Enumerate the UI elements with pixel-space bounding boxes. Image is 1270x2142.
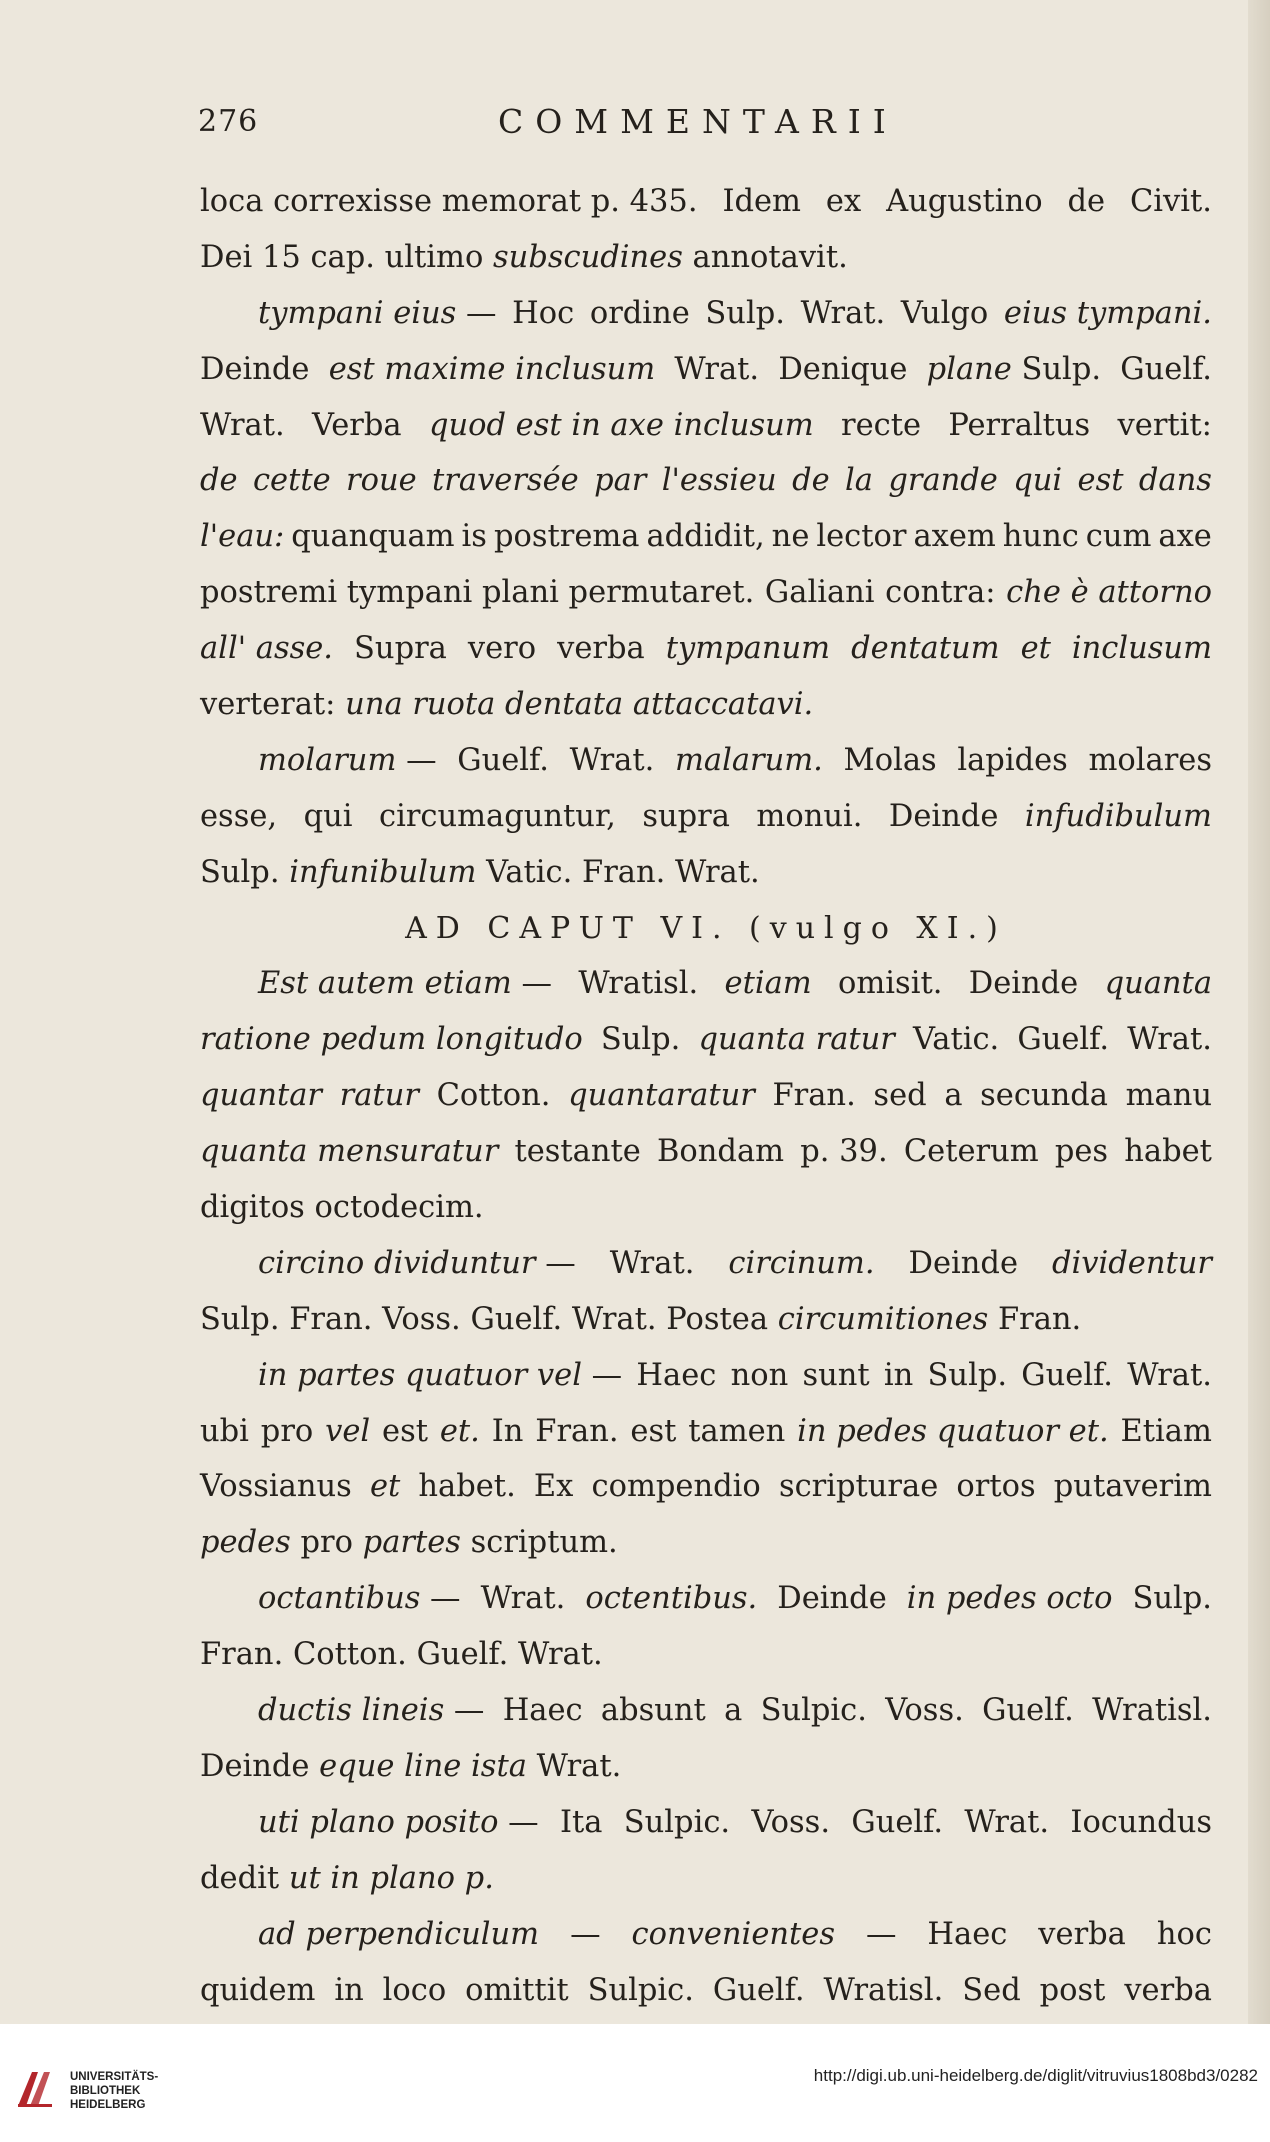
word: ortos bbox=[956, 1469, 1036, 1505]
word: Fran. Cotton. Guelf. Wrat. bbox=[200, 1637, 603, 1673]
text-line bbox=[200, 1404, 1212, 1460]
running-title: COMMENTARII bbox=[498, 102, 898, 141]
word: habet bbox=[1124, 1134, 1212, 1170]
word: molarum — bbox=[258, 742, 437, 778]
word: dividentur bbox=[1052, 1245, 1212, 1281]
word: Guelf. bbox=[1017, 1022, 1110, 1058]
word: hoc bbox=[1156, 1916, 1212, 1952]
word: non bbox=[730, 1357, 789, 1393]
word: una ruota dentata attaccatavi. bbox=[345, 687, 814, 723]
library-name-line3: HEIDELBERG bbox=[70, 2099, 146, 2111]
word: eius tympani. bbox=[1003, 295, 1212, 331]
word: par bbox=[594, 463, 647, 499]
word: etiam bbox=[724, 966, 812, 1002]
word: Galiani bbox=[764, 575, 875, 611]
text-line bbox=[200, 286, 1212, 342]
word: in bbox=[334, 1972, 364, 2008]
word: Sulp. bbox=[927, 1357, 1008, 1393]
word: est bbox=[382, 1413, 428, 1449]
word: omittit bbox=[465, 1972, 569, 2008]
word: quanta mensuratur bbox=[200, 1134, 499, 1170]
word: eque line ista bbox=[319, 1748, 527, 1784]
word: cum bbox=[1085, 519, 1152, 555]
word: manu bbox=[1125, 1078, 1212, 1114]
word: pes bbox=[1054, 1134, 1109, 1170]
word: supra bbox=[642, 798, 730, 834]
word: lapides bbox=[957, 742, 1068, 778]
word: Wratisl. bbox=[823, 1972, 944, 2008]
word: uti plano posito — bbox=[258, 1804, 539, 1840]
word: l'eau: bbox=[200, 519, 285, 555]
university-library-logo-icon bbox=[14, 2066, 58, 2110]
word: vel bbox=[325, 1413, 371, 1449]
word: Guelf. bbox=[851, 1804, 944, 1840]
word: recte bbox=[841, 407, 922, 443]
word: la bbox=[845, 463, 873, 499]
word: convenientes bbox=[631, 1916, 835, 1952]
word: compendio bbox=[591, 1469, 761, 1505]
text-line bbox=[200, 1515, 1212, 1571]
word: ne bbox=[771, 519, 810, 555]
word: octantibus — bbox=[258, 1581, 461, 1617]
word: annotavit. bbox=[682, 239, 848, 275]
footer-bar bbox=[0, 2024, 1270, 2142]
page-number: 276 bbox=[198, 104, 259, 139]
word: plane Sulp. bbox=[926, 351, 1102, 387]
word: testante bbox=[514, 1134, 641, 1170]
text-line bbox=[200, 1068, 1212, 1124]
word: in pedes octo bbox=[906, 1581, 1113, 1617]
word: omisit. bbox=[838, 966, 943, 1002]
word: secunda bbox=[980, 1078, 1108, 1114]
word: subscudines bbox=[493, 239, 683, 275]
word: Verba bbox=[312, 407, 402, 443]
text-line bbox=[200, 845, 1212, 901]
word: Hoc bbox=[512, 295, 575, 331]
word: verterat: bbox=[200, 687, 346, 723]
word: Vatic. Fran. Wrat. bbox=[476, 854, 760, 890]
word: Fran. bbox=[772, 1078, 856, 1114]
word: putaverim bbox=[1053, 1469, 1212, 1505]
word: a bbox=[724, 1693, 743, 1729]
word: de bbox=[200, 463, 238, 499]
word: in partes quatuor vel — bbox=[258, 1357, 623, 1393]
word: Deinde bbox=[888, 798, 999, 834]
word: Haec bbox=[636, 1357, 717, 1393]
word: Est autem etiam — bbox=[258, 966, 552, 1002]
word: ratione pedum longitudo bbox=[200, 1022, 583, 1058]
word: traversée bbox=[432, 463, 579, 499]
word: Etiam bbox=[1120, 1413, 1212, 1449]
word: Wrat. bbox=[1127, 1022, 1212, 1058]
word: Ceterum bbox=[903, 1134, 1039, 1170]
word: pro bbox=[290, 1525, 363, 1561]
word: Iocundus bbox=[1070, 1804, 1212, 1840]
page-edge-shadow bbox=[1248, 0, 1270, 2024]
word: loco bbox=[382, 1972, 447, 2008]
word: monui. bbox=[756, 798, 863, 834]
word: circino dividuntur — bbox=[258, 1245, 576, 1281]
word: quantar bbox=[200, 1078, 323, 1114]
text-line bbox=[200, 733, 1212, 789]
word: — bbox=[865, 1916, 897, 1952]
word: Supra bbox=[354, 631, 447, 667]
word: ad perpendiculum bbox=[258, 1916, 540, 1952]
word: Bondam bbox=[657, 1134, 785, 1170]
word: Sulp. bbox=[705, 295, 785, 331]
word: Ex bbox=[533, 1469, 574, 1505]
word: postremi tympani plani permutaret. bbox=[200, 575, 755, 611]
text-line bbox=[200, 1683, 1212, 1739]
word: dedit bbox=[200, 1860, 289, 1896]
word: Deinde bbox=[968, 966, 1079, 1002]
word: verba bbox=[1038, 1916, 1126, 1952]
word: Wrat. bbox=[964, 1804, 1050, 1840]
word: quantaratur bbox=[568, 1078, 755, 1114]
word: Sed bbox=[962, 1972, 1021, 2008]
word: quanta bbox=[1104, 966, 1212, 1002]
word: Sulp. Fran. Voss. Guelf. Wrat. Postea bbox=[200, 1301, 778, 1337]
text-line bbox=[200, 1459, 1212, 1515]
word: digitos octodecim. bbox=[200, 1190, 484, 1226]
word: grande bbox=[888, 463, 998, 499]
text-line bbox=[200, 398, 1212, 454]
word: dentatum bbox=[851, 631, 1000, 667]
word: Deinde bbox=[908, 1245, 1019, 1281]
word: verba bbox=[1124, 1972, 1212, 2008]
word: Vatic. bbox=[913, 1022, 1000, 1058]
word: quanquam bbox=[291, 519, 455, 555]
word: Ita bbox=[559, 1804, 603, 1840]
word: de bbox=[792, 463, 830, 499]
word: ubi bbox=[200, 1413, 249, 1449]
word: circumaguntur, bbox=[378, 798, 616, 834]
word: Dei 15 cap. ultimo bbox=[200, 239, 494, 275]
word: octentibus. bbox=[585, 1581, 758, 1617]
source-url-link[interactable]: http://digi.ub.uni-heidelberg.de/diglit/vitruvius1808bd3/0282 bbox=[813, 2066, 1258, 2085]
text-line bbox=[200, 1012, 1212, 1068]
word: de bbox=[1067, 184, 1106, 219]
word: infudibulum bbox=[1024, 798, 1212, 834]
word: absunt bbox=[600, 1693, 706, 1729]
word: ex bbox=[825, 184, 862, 219]
word: dans bbox=[1138, 463, 1212, 499]
text-line bbox=[200, 1571, 1212, 1627]
word: habet. bbox=[418, 1469, 516, 1505]
text-line bbox=[200, 1292, 1212, 1348]
word: Wrat. bbox=[200, 407, 285, 443]
word: Cotton. bbox=[436, 1078, 551, 1114]
word: tympani eius — bbox=[258, 295, 497, 331]
word: Haec bbox=[502, 1693, 583, 1729]
text-line bbox=[200, 1236, 1212, 1292]
word: Guelf. bbox=[1021, 1357, 1113, 1393]
text-line bbox=[200, 1124, 1212, 1180]
word: pro bbox=[260, 1413, 314, 1449]
word: Perraltus bbox=[948, 407, 1091, 443]
word: Deinde bbox=[200, 1748, 320, 1784]
word: Augustino bbox=[886, 184, 1043, 219]
commentary-text bbox=[200, 174, 1212, 2018]
word: hunc bbox=[1002, 519, 1079, 555]
word: qui bbox=[1013, 463, 1063, 499]
text-line bbox=[200, 1348, 1212, 1404]
word: et bbox=[1020, 631, 1051, 667]
word: quod est in axe inclusum bbox=[428, 407, 814, 443]
word: che è attorno bbox=[1006, 575, 1212, 611]
word: vero bbox=[467, 631, 537, 667]
text-line bbox=[200, 621, 1212, 677]
word: addidit, bbox=[646, 519, 765, 555]
word: Sulp. bbox=[1132, 1581, 1212, 1617]
word: Sulpic. bbox=[623, 1804, 731, 1840]
text-line bbox=[200, 509, 1212, 565]
word: Sulpic. bbox=[760, 1693, 867, 1729]
word: cette bbox=[252, 463, 331, 499]
word: all' asse. bbox=[200, 631, 334, 667]
word: Wrat. bbox=[609, 1245, 695, 1281]
text-line bbox=[200, 174, 1212, 230]
word: Wratisl. bbox=[578, 966, 699, 1002]
word: In bbox=[491, 1413, 524, 1449]
word: Voss. bbox=[885, 1693, 964, 1729]
word: circumitiones bbox=[777, 1301, 989, 1337]
word: Wrat. bbox=[1127, 1357, 1212, 1393]
word: Vossianus bbox=[200, 1469, 352, 1505]
page-header bbox=[198, 102, 978, 146]
text-line bbox=[200, 1739, 1212, 1795]
word: AD CAPUT VI. (vulgo XI.) bbox=[405, 910, 1007, 946]
word: Wrat. bbox=[569, 742, 655, 778]
text-line bbox=[200, 565, 1212, 621]
word: axe bbox=[1158, 519, 1212, 555]
word: ductis lineis — bbox=[258, 1693, 485, 1729]
word: post bbox=[1039, 1972, 1106, 2008]
word: Sulp. bbox=[600, 1022, 681, 1058]
word: est bbox=[630, 1413, 677, 1449]
word: Idem bbox=[722, 184, 801, 219]
word: in bbox=[883, 1357, 914, 1393]
word: lector bbox=[816, 519, 907, 555]
word: sunt bbox=[802, 1357, 870, 1393]
word: est bbox=[1077, 463, 1124, 499]
text-line bbox=[200, 453, 1212, 509]
word: contra: bbox=[885, 575, 996, 611]
word: Sulpic. bbox=[587, 1972, 694, 2008]
word: esse, bbox=[200, 798, 278, 834]
text-line bbox=[200, 1907, 1212, 1963]
word: molares bbox=[1088, 742, 1212, 778]
text-line bbox=[200, 230, 1212, 286]
word: sed bbox=[873, 1078, 927, 1114]
text-line bbox=[200, 342, 1212, 398]
word: Deinde bbox=[200, 351, 310, 387]
word: inclusum bbox=[1071, 631, 1212, 667]
text-line bbox=[200, 677, 1212, 733]
word: loca correxisse memorat p. 435. bbox=[200, 184, 698, 219]
word: est maxime inclusum bbox=[328, 351, 656, 387]
word: ratur bbox=[339, 1078, 419, 1114]
word: Vulgo bbox=[900, 295, 989, 331]
word: tympanum bbox=[665, 631, 831, 667]
word: scripturae bbox=[778, 1469, 939, 1505]
text-line bbox=[200, 1180, 1212, 1236]
word: p. 39. bbox=[800, 1134, 888, 1170]
word: Denique bbox=[778, 351, 908, 387]
library-name bbox=[70, 2070, 158, 2112]
word: roue bbox=[346, 463, 417, 499]
word: et bbox=[369, 1469, 401, 1505]
word: Civit. bbox=[1129, 184, 1212, 219]
word: Wrat. bbox=[480, 1581, 566, 1617]
word: tamen bbox=[688, 1413, 786, 1449]
word: quidem bbox=[200, 1972, 316, 2008]
word: circinum. bbox=[728, 1245, 875, 1281]
text-line bbox=[200, 1795, 1212, 1851]
word: partes bbox=[362, 1525, 461, 1561]
library-name-line1: UNIVERSITÄTS- bbox=[70, 2071, 159, 2083]
word: Wrat. bbox=[526, 1748, 622, 1784]
section-heading bbox=[200, 901, 1212, 957]
text-line bbox=[200, 1963, 1212, 2019]
word: malarum. bbox=[674, 742, 823, 778]
word: Molas bbox=[843, 742, 937, 778]
word: Wrat. bbox=[800, 295, 886, 331]
word: Fran. bbox=[535, 1413, 619, 1449]
word: Sulp. bbox=[200, 854, 290, 890]
word: Fran. bbox=[988, 1301, 1082, 1337]
text-line bbox=[200, 1627, 1212, 1683]
word: Guelf. bbox=[457, 742, 549, 778]
word: Guelf. bbox=[1120, 351, 1212, 387]
word: Guelf. bbox=[712, 1972, 805, 2008]
word: pedes bbox=[200, 1525, 291, 1561]
word: a bbox=[944, 1078, 963, 1114]
word: vertit: bbox=[1117, 407, 1212, 443]
word: Haec bbox=[927, 1916, 1008, 1952]
text-line bbox=[200, 956, 1212, 1012]
word: Voss. bbox=[751, 1804, 831, 1840]
word: ut in plano p. bbox=[288, 1860, 494, 1896]
word: axem bbox=[913, 519, 996, 555]
word: infunibulum bbox=[289, 854, 477, 890]
word: quanta ratur bbox=[698, 1022, 895, 1058]
word: ordine bbox=[589, 295, 690, 331]
text-line bbox=[200, 789, 1212, 845]
word: verba bbox=[557, 631, 645, 667]
text-line bbox=[200, 1851, 1212, 1907]
word: l'essieu bbox=[661, 463, 777, 499]
word: Wrat. bbox=[674, 351, 760, 387]
word: et. bbox=[439, 1413, 480, 1449]
word: postrema bbox=[493, 519, 640, 555]
word: scriptum. bbox=[460, 1525, 618, 1561]
word: is bbox=[461, 519, 487, 555]
word: Guelf. bbox=[982, 1693, 1074, 1729]
library-name-line2: BIBLIOTHEK bbox=[70, 2085, 141, 2097]
word: — bbox=[570, 1916, 601, 1952]
word: in pedes quatuor et. bbox=[797, 1413, 1109, 1449]
word: Wratisl. bbox=[1092, 1693, 1212, 1729]
word: Deinde bbox=[777, 1581, 887, 1617]
word: qui bbox=[303, 798, 353, 834]
